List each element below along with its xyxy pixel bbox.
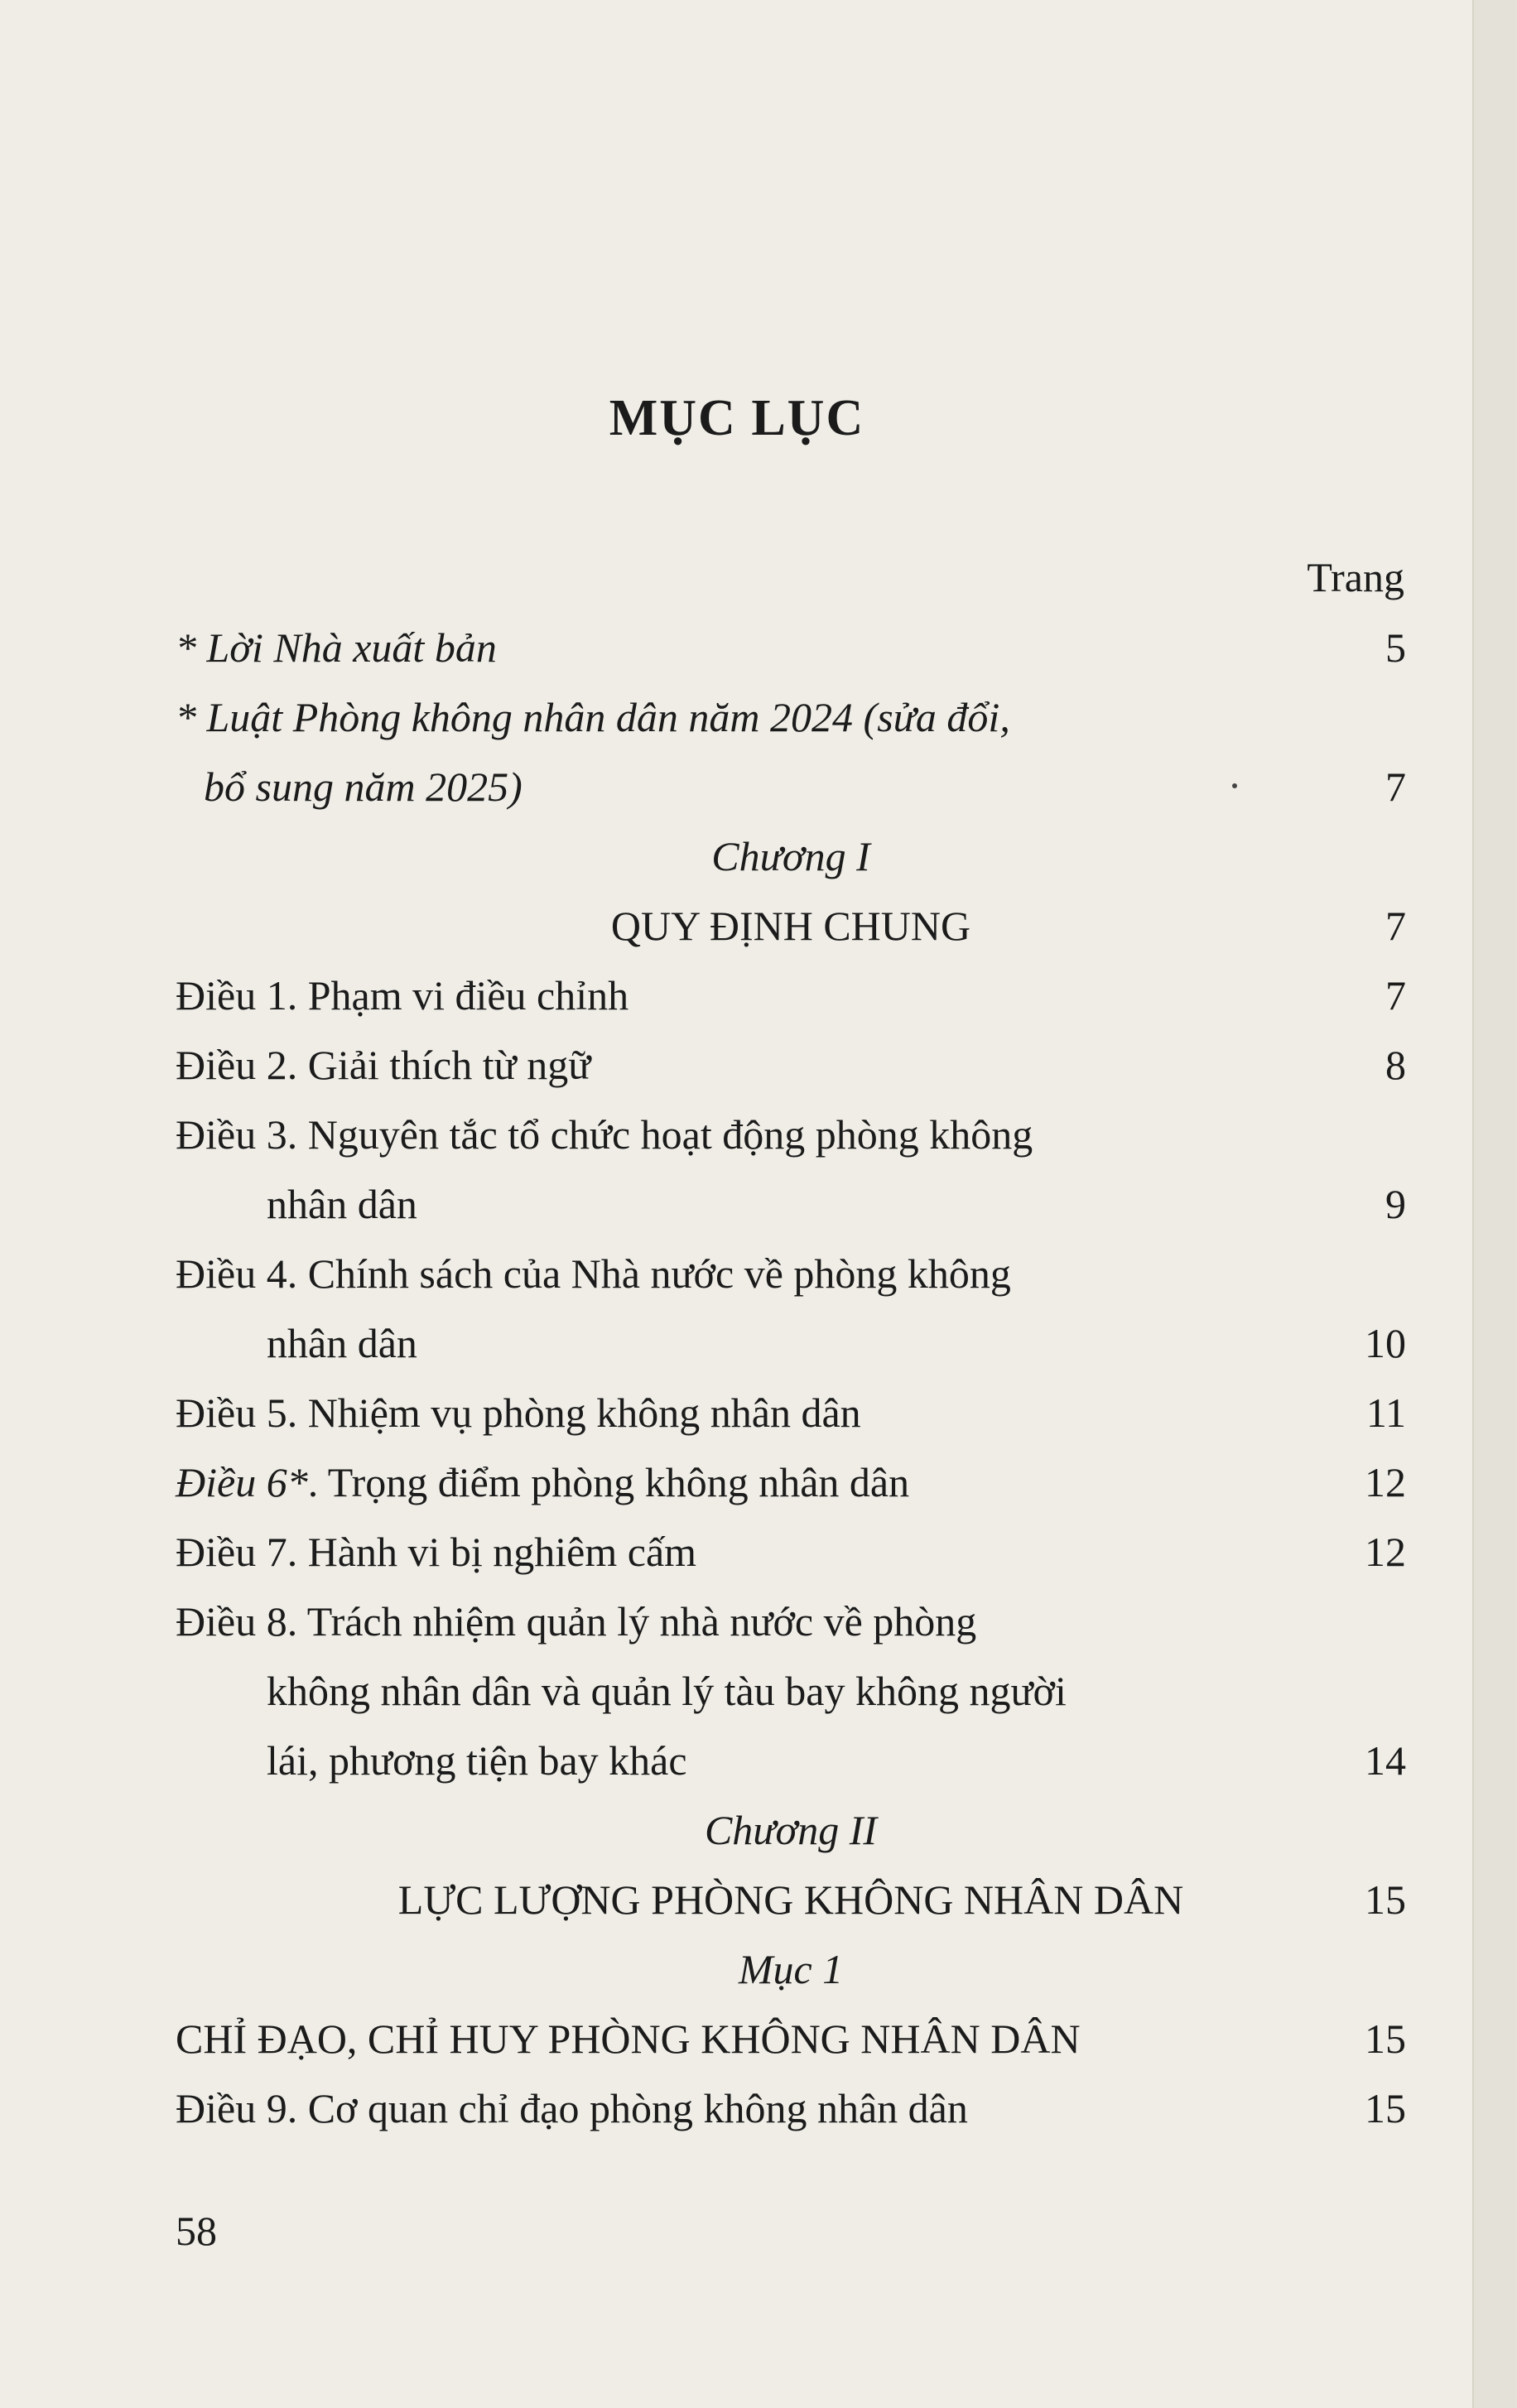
- chapter-title-text: QUY ĐỊNH CHUNG: [610, 903, 971, 949]
- toc-entry-page: 9: [1385, 1181, 1406, 1227]
- chapter-label: [176, 1795, 1406, 1865]
- toc-entry: [176, 682, 1406, 821]
- toc-entry-title: Điều 2. Giải thích từ ngữ: [176, 1042, 591, 1088]
- toc-entry: [176, 1517, 1406, 1587]
- stray-dot: [1232, 783, 1237, 788]
- toc-entry-page: 15: [1365, 1876, 1406, 1923]
- toc-entry-prefix: Điều 6*: [176, 1459, 308, 1505]
- toc-entry-page: 10: [1365, 1320, 1406, 1366]
- toc-entry-page: 14: [1365, 1737, 1406, 1784]
- toc-entry-title: Điều 8. Trách nhiệm quản lý nhà nước về phòng: [176, 1598, 977, 1645]
- section-label-text: Mục 1: [738, 1946, 844, 1992]
- section-label: [176, 1934, 1406, 2004]
- toc-entry: [176, 1587, 1406, 1795]
- page-title: MỤC LỤC: [609, 390, 865, 446]
- toc-entry-page: 7: [1385, 903, 1406, 949]
- toc-entry-title: Điều 1. Phạm vi điều chỉnh: [176, 972, 629, 1019]
- chapter-label: [176, 821, 1406, 891]
- toc-entry-page: 11: [1365, 1389, 1406, 1436]
- toc-entry-page: 5: [1385, 624, 1406, 671]
- toc-entry: [176, 1378, 1406, 1447]
- toc-entry-page: 7: [1385, 972, 1406, 1019]
- toc-entry-title-continued: nhân dân: [267, 1181, 417, 1227]
- toc-entry: [176, 2004, 1406, 2073]
- toc-entry-page: 8: [1385, 1042, 1406, 1088]
- toc-entry-page: 15: [1365, 2015, 1406, 2062]
- toc-entry-title-rest: . Trọng điểm phòng không nhân dân: [307, 1459, 910, 1505]
- toc-entry-title: Điều 9. Cơ quan chỉ đạo phòng không nhân dân: [176, 2085, 968, 2131]
- toc-entry-title: Điều 3. Nguyên tắc tổ chức hoạt động phòng không: [176, 1111, 1033, 1158]
- chapter-label-text: Chương I: [711, 833, 870, 879]
- toc-entry-title-continued: bổ sung năm 2025): [204, 763, 523, 810]
- toc-entry-title: * Luật Phòng không nhân dân năm 2024 (sửa đổi,: [176, 694, 1010, 740]
- chapter-title: [176, 891, 1406, 961]
- page-edge: [1472, 0, 1517, 2408]
- toc-entry-title: Điều 7. Hành vi bị nghiêm cấm: [176, 1529, 697, 1575]
- page-column-header: Trang: [1307, 554, 1404, 600]
- toc-entry-page: 12: [1365, 1459, 1406, 1505]
- toc-entry-title: [176, 1447, 1406, 1517]
- toc-entry-title-continued: không nhân dân và quản lý tàu bay không người: [267, 1668, 1067, 1714]
- toc-entry-page: 12: [1365, 1529, 1406, 1575]
- toc-entry: [176, 1239, 1406, 1378]
- chapter-title: [176, 1865, 1406, 1934]
- toc-entry: [176, 1030, 1406, 1100]
- section-title: CHỈ ĐẠO, CHỈ HUY PHÒNG KHÔNG NHÂN DÂN: [176, 2015, 1081, 2062]
- toc-entry-title: * Lời Nhà xuất bản: [176, 624, 497, 671]
- toc-entry-page: 15: [1365, 2085, 1406, 2131]
- toc-entry: [176, 1100, 1406, 1239]
- chapter-title-text: LỰC LƯỢNG PHÒNG KHÔNG NHÂN DÂN: [397, 1876, 1184, 1923]
- toc-entry: [176, 2073, 1406, 2143]
- chapter-label-text: Chương II: [704, 1807, 878, 1853]
- toc-entry-title-continued: nhân dân: [267, 1320, 417, 1366]
- toc-entry-page: 7: [1385, 763, 1406, 810]
- toc-entry: [176, 613, 1406, 682]
- toc-entry: [176, 961, 1406, 1030]
- page-number: 58: [176, 2208, 217, 2254]
- toc-entry-title: Điều 4. Chính sách của Nhà nước về phòng không: [176, 1250, 1011, 1297]
- toc-entry-title: Điều 5. Nhiệm vụ phòng không nhân dân: [176, 1389, 861, 1436]
- toc-entry: [176, 1447, 1406, 1517]
- toc-entry-title-continued: lái, phương tiện bay khác: [267, 1737, 687, 1784]
